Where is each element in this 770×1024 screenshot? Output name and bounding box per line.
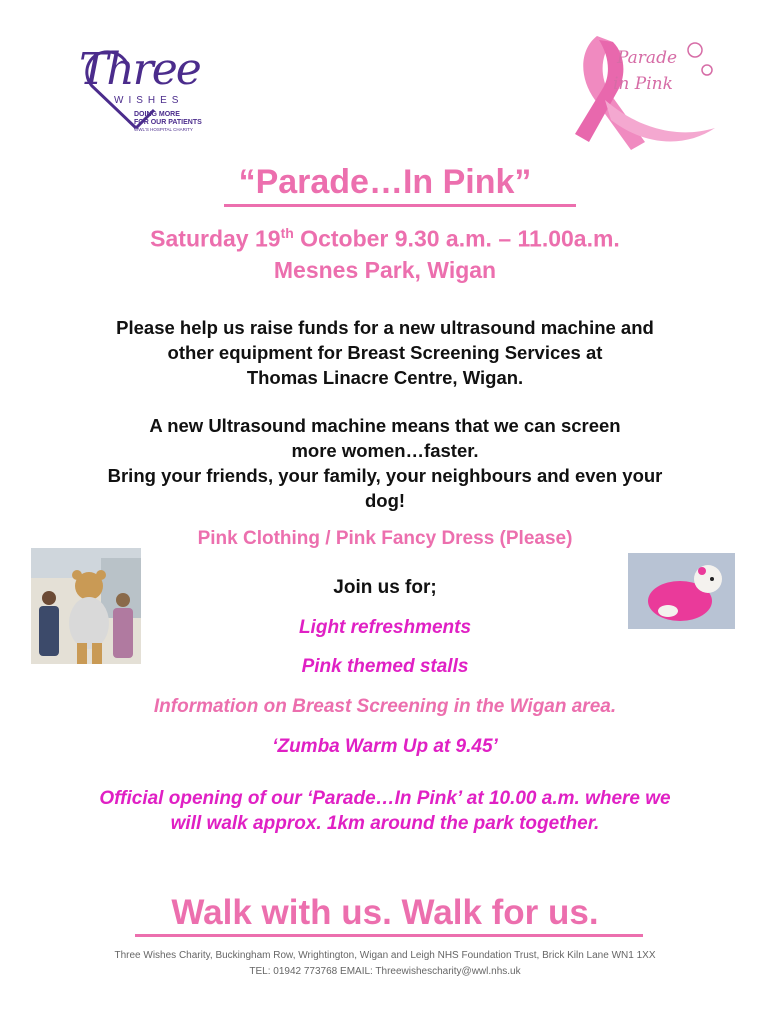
parade-in-pink-logo: [565, 30, 725, 170]
logo-tagline-2: FOR OUR PATIENTS: [134, 119, 202, 126]
paragraph-line: A new Ultrasound machine means that we can screen: [149, 415, 621, 436]
paragraph-line: Thomas Linacre Centre, Wigan.: [246, 367, 524, 388]
paragraph-line: dog!: [364, 490, 406, 511]
slogan-underline: [135, 934, 643, 937]
mascot-photo-image: [31, 548, 141, 664]
title-underline: [224, 204, 576, 207]
fundraising-paragraph: [0, 315, 770, 390]
paragraph-line: Bring your friends, your family, your neighbours and even your: [107, 465, 663, 486]
logo-tagline: [134, 111, 202, 127]
paragraph-line: other equipment for Breast Screening Services at: [167, 342, 603, 363]
dress-code: Pink Clothing / Pink Fancy Dress (Please): [197, 528, 573, 549]
footer-address: Three Wishes Charity, Buckingham Row, Wrightington, Wigan and Leigh NHS Foundation Trust, Brick Kiln Lane WN1 1XX: [114, 950, 656, 961]
slogan: Walk with us. Walk for us.: [171, 893, 599, 932]
invitation-paragraph: [0, 413, 770, 513]
logo-word: Three: [79, 44, 200, 95]
event-item-information: Information on Breast Screening in the Wigan area.: [153, 696, 617, 717]
logo-wishes: WISHES: [114, 95, 184, 106]
logo-subtag: WWL'S HOSPITAL CHARITY: [134, 127, 193, 132]
official-opening-line: Official opening of our ‘Parade…In Pink’ at 10.00 a.m. where we: [99, 788, 671, 809]
official-opening: [0, 786, 770, 836]
date-day: Saturday 19: [150, 225, 281, 252]
mascot-photo: [31, 548, 141, 664]
parade-logo-text: Parade: [617, 48, 678, 68]
date-suffix: th: [280, 225, 294, 241]
logo-tagline-1: DOING MORE: [134, 111, 180, 118]
event-date: [0, 225, 770, 253]
event-item-zumba: ‘Zumba Warm Up at 9.45’: [272, 736, 498, 757]
event-item-stalls: Pink themed stalls: [301, 656, 469, 677]
footer-contact: TEL: 01942 773768 EMAIL: Threewishescharity@wwl.nhs.uk: [249, 966, 521, 977]
date-time: October 9.30 a.m. – 11.00a.m.: [293, 225, 620, 252]
event-item-refreshments: Light refreshments: [298, 617, 472, 638]
official-opening-line: will walk approx. 1km around the park together.: [170, 813, 600, 834]
join-label: Join us for;: [333, 577, 437, 598]
in-pink-logo-text: in Pink: [613, 74, 673, 94]
paragraph-line: Please help us raise funds for a new ultrasound machine and: [116, 317, 654, 338]
event-venue: Mesnes Park, Wigan: [273, 257, 497, 283]
three-wishes-logo: [76, 40, 226, 140]
event-title: “Parade…In Pink”: [238, 163, 532, 201]
paragraph-line: more women…faster.: [291, 440, 479, 461]
